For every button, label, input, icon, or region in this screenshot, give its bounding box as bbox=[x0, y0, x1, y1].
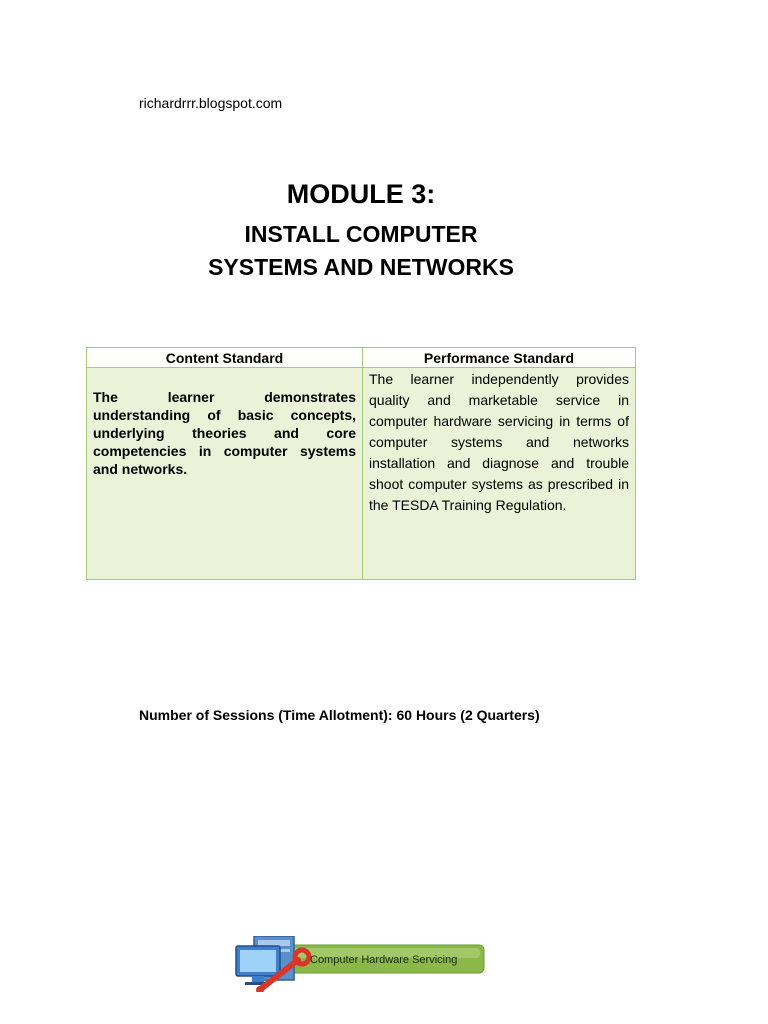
banner-graphic bbox=[232, 936, 492, 992]
module-subtitle bbox=[0, 218, 722, 284]
module-subtitle-text: INSTALL COMPUTER SYSTEMS AND NETWORKS bbox=[208, 221, 514, 280]
footer-banner bbox=[232, 936, 492, 992]
blog-url: richardrrr.blogspot.com bbox=[139, 95, 283, 111]
table-header-row bbox=[87, 348, 636, 368]
module-title: MODULE 3: bbox=[286, 179, 436, 209]
sessions-allotment: Number of Sessions (Time Allotment): 60 Hours (2 Quarters) bbox=[139, 707, 540, 723]
performance-standard-cell: The learner independently provides quality and marketable service in computer hardware servicing in terms of computer systems and networks installation and diagnose and trouble shoot computer systems as prescribed in the TESDA Training Regulation. bbox=[363, 368, 636, 580]
computer-icon bbox=[236, 936, 294, 985]
content-standard-header: Content Standard bbox=[87, 348, 363, 368]
performance-standard-header: Performance Standard bbox=[363, 348, 636, 368]
table-row bbox=[87, 368, 636, 580]
banner-text: Computer Hardware Servicing bbox=[310, 954, 458, 966]
standards-table bbox=[86, 347, 636, 580]
content-standard-cell: The learner demonstrates understanding of basic concepts, underlying theories and core competencies in computer systems and networks. bbox=[87, 368, 363, 580]
